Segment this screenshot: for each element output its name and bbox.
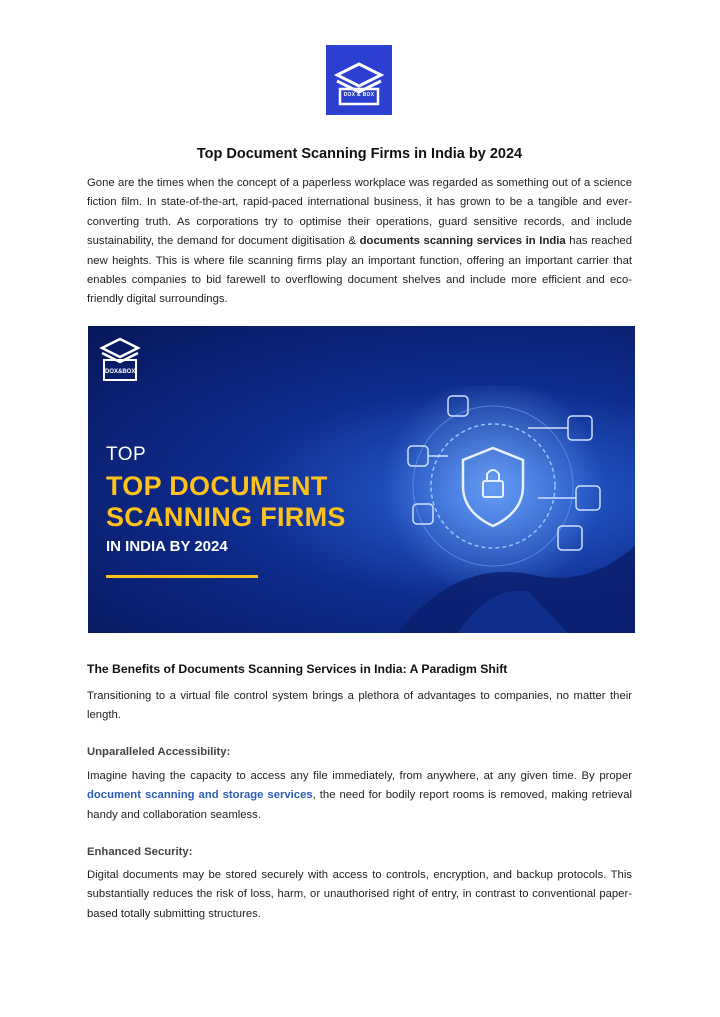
banner-headline-line2: SCANNING FIRMS (106, 502, 346, 532)
banner-logo-text: DOX&BOX (105, 369, 136, 375)
accessibility-heading: Unparalleled Accessibility: (87, 746, 231, 758)
banner-headline-line1: TOP DOCUMENT (106, 471, 328, 501)
hero-banner-image (88, 326, 635, 633)
intro-bold-phrase: documents scanning services in India (359, 235, 566, 248)
box-logo-icon (334, 62, 384, 106)
accessibility-text-2: , the need for bodily report rooms is removed, making retrieval handy and collaboration seamless. (87, 789, 632, 821)
logo-text: DOX & BOX (343, 92, 375, 98)
banner-top-text: TOP (106, 444, 147, 465)
document-scanning-link[interactable]: document scanning and storage services (87, 789, 313, 802)
security-paragraph: Digital documents may be stored securely with access to controls, encryption, and backup protocols. This substantially reduces the risk of loss, harm, or unauthorised right of entry, in contrast to conventional paper-based totally submitting structures. (87, 869, 632, 920)
intro-text-1: Gone are the times when the concept of a paperless workplace was regarded as something out of a science fiction film. In state-of-the-art, rapid-paced international business, it has grown to be a tangible and ever-converting truth. As corporations try to optimise their operations, guard sensitive records, and include sustainability, the demand for document digitisation & (87, 177, 632, 248)
banner-subtitle: IN INDIA BY 2024 (106, 538, 228, 555)
page-title: Top Document Scanning Firms in India by 2024 (196, 146, 523, 162)
accessibility-text-1: Imagine having the capacity to access any file immediately, from anywhere, at any given time. By proper (87, 770, 632, 782)
intro-text-2: has reached new heights. This is where file scanning firms play an important function, offering an important carrier that enables companies to bid farewell to overflowing document shelves and include more efficient and eco-friendly digital surroundings. (87, 235, 632, 306)
security-heading: Enhanced Security: (87, 846, 193, 858)
accessibility-paragraph (87, 767, 632, 825)
banner-box-logo-icon (98, 337, 142, 385)
security-network-graphic (338, 386, 635, 633)
banner-headline (106, 471, 346, 533)
intro-paragraph (87, 174, 632, 310)
benefits-heading: The Benefits of Documents Scanning Services in India: A Paradigm Shift (87, 662, 508, 676)
brand-logo (326, 45, 392, 115)
benefits-intro: Transitioning to a virtual file control system brings a plethora of advantages to companies, no matter their length. (87, 690, 632, 722)
banner-underline (106, 575, 258, 578)
